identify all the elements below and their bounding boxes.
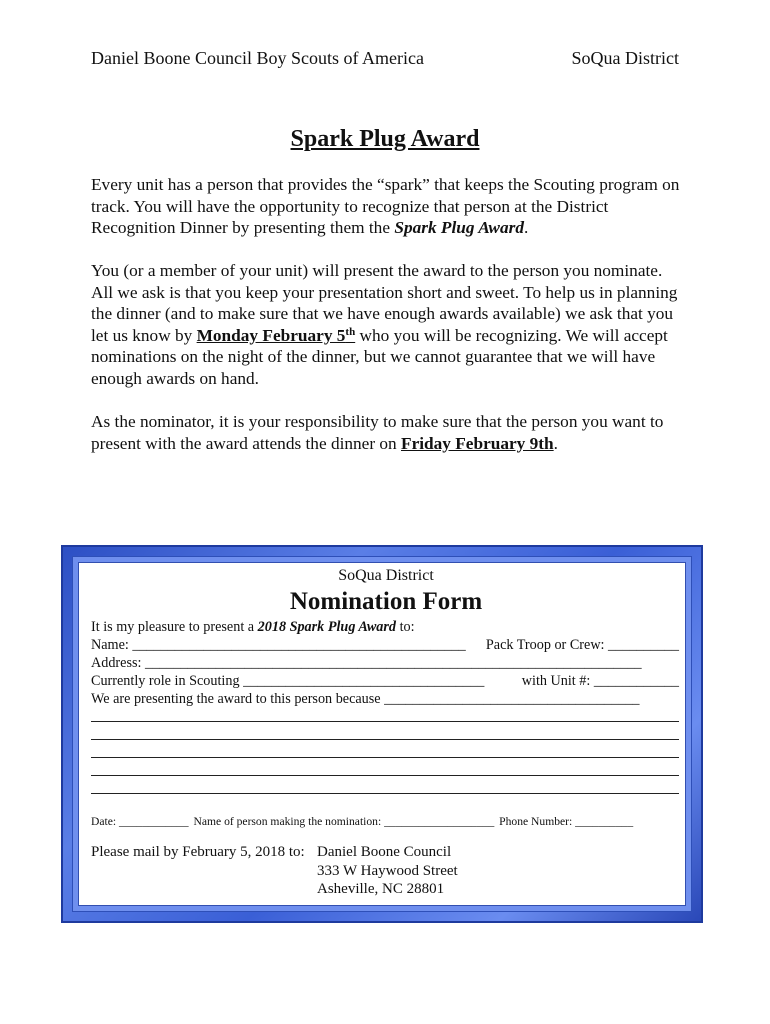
award-name-emphasis: Spark Plug Award [394,218,524,237]
address-line: Asheville, NC 28801 [317,881,445,897]
form-footer-fields[interactable] [91,815,679,828]
mailing-address [317,843,458,899]
date-field[interactable]: Date: ____________ [91,815,189,828]
nominator-name-field[interactable]: Name of person making the nomination: ___________________ [193,815,495,828]
role-field[interactable]: Currently role in Scouting __________________________________ [91,673,485,689]
form-intro-line: It is my pleasure to present a 2018 Spark Plug Award to: [91,619,415,635]
form-district: SoQua District [338,567,434,584]
instructions-text: You (or a member of your unit) will present the award to the person you nominate. All we ask is that you keep your presentation short and sweet. To help us in planning the dinner (and to make sure that we have enough awards available) we ask that you let us know by [91,261,678,345]
responsibility-text: As the nominator, it is your responsibility to make sure that the person you want to present with the award attends the dinner on [91,412,664,453]
unit-number-field[interactable]: with Unit #: ____________ [521,673,679,689]
intro-text-end: . [523,218,529,237]
unit-type-field[interactable]: Pack Troop or Crew: __________ [485,637,679,653]
reason-rule-line[interactable] [91,775,679,776]
reason-field[interactable]: We are presenting the award to this person because ____________________________________ [91,691,640,707]
page-title: Spark Plug Award [290,126,480,152]
role-field-line[interactable] [91,673,679,690]
intro-text: Every unit has a person that provides the “spark” that keeps the Scouting program on track. You will have the opportunity to recognize that person at the District Recognition Dinner by presenting them the [91,175,680,237]
instructions-text-end: who you will be recognizing. We will accept nominations on the night of the dinner, but we cannot guarantee that we will have enough awards on hand. [91,325,668,388]
address-line: Daniel Boone Council [317,844,452,860]
reason-field-line[interactable] [91,691,679,708]
address-field[interactable]: Address: ______________________________________________________________________ [91,655,642,671]
mail-label: Please mail by February 5, 2018 to: [91,844,305,860]
responsibility-paragraph [91,411,681,454]
responsibility-text-end: . [553,433,558,453]
instructions-paragraph [91,260,681,389]
reason-rule-line[interactable] [91,793,679,794]
intro-paragraph [91,174,681,239]
dinner-date: Friday February 9th [401,433,554,453]
district-name: SoQua District [571,48,679,68]
address-line: 333 W Haywood Street [317,862,458,879]
name-field[interactable]: Name: _______________________________________________ [91,637,466,653]
address-field-line[interactable] [91,655,679,672]
form-award-emphasis: 2018 Spark Plug Award [257,619,397,635]
name-field-line[interactable] [91,637,679,654]
phone-field[interactable]: Phone Number: __________ [499,815,634,828]
reason-rule-line[interactable] [91,721,679,722]
council-name: Daniel Boone Council Boy Scouts of America [91,48,424,68]
reason-rule-line[interactable] [91,757,679,758]
reason-rule-line[interactable] [91,739,679,740]
deadline-date: Monday February 5th [196,325,356,345]
form-title: Nomination Form [289,588,483,615]
